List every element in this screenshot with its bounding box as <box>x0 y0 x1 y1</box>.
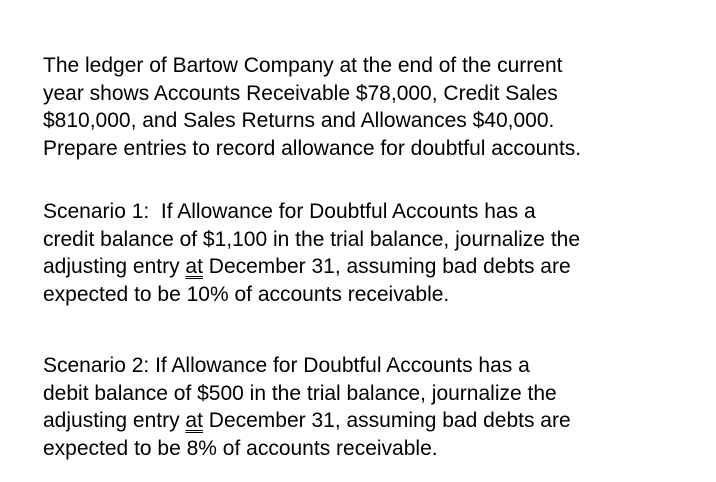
scenario-1-underlined-word: at <box>185 255 203 278</box>
scenario-1-line-3 <box>43 253 580 281</box>
scenario-2-line-2: debit balance of $500 in the trial balance, journalize the <box>43 381 557 405</box>
intro-line-1: The ledger of Bartow Company at the end of the current <box>43 54 563 77</box>
scenario-2-line-3 <box>43 407 571 435</box>
intro-line-2: year shows Accounts Receivable $78,000, Credit Sales <box>43 81 558 105</box>
scenario-2-line-4: expected to be 8% of accounts receivable. <box>43 436 438 460</box>
scenario-2-line-3-start: adjusting entry <box>43 409 186 432</box>
scenario-1-paragraph <box>43 198 580 308</box>
intro-line-3: $810,000, and Sales Returns and Allowances $40,000. <box>43 109 555 132</box>
scenario-2-line-1: Scenario 2: If Allowance for Doubtful Accounts has a <box>43 354 530 377</box>
scenario-2-line-3-end: December 31, assuming bad debts are <box>202 409 571 432</box>
scenario-1-line-1: Scenario 1: If Allowance for Doubtful Accounts has a <box>43 200 536 223</box>
scenario-1-line-3-start: adjusting entry <box>43 255 186 278</box>
scenario-1-line-4: expected to be 10% of accounts receivable. <box>43 282 450 306</box>
intro-line-4: Prepare entries to record allowance for doubtful accounts. <box>43 136 582 160</box>
scenario-1-line-3-end: December 31, assuming bad debts are <box>202 255 571 278</box>
intro-paragraph <box>43 52 581 162</box>
scenario-2-paragraph <box>43 352 571 462</box>
scenario-2-underlined-word: at <box>185 409 203 432</box>
scenario-1-line-2: credit balance of $1,100 in the trial balance, journalize the <box>43 227 581 251</box>
